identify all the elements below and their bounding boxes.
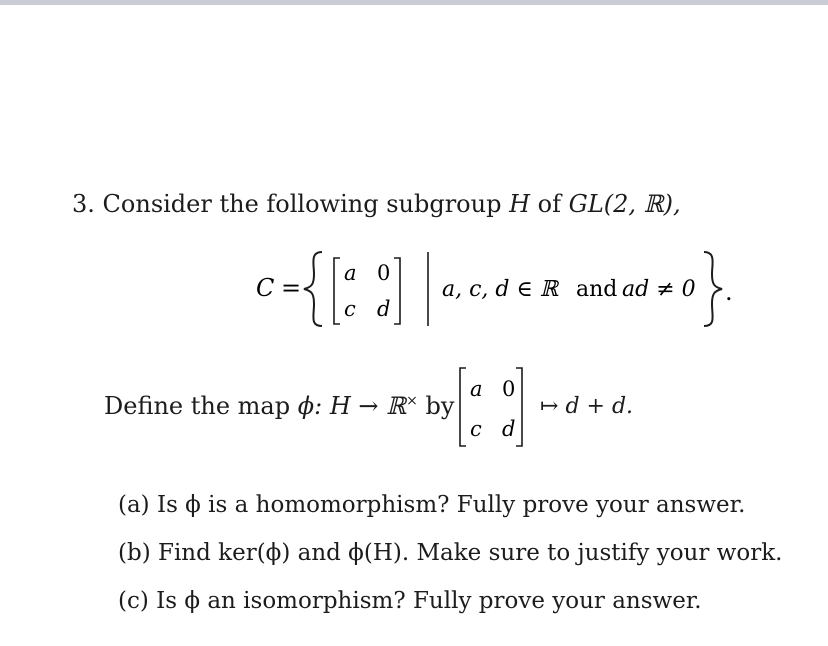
condition-relation: ad ≠ 0 [622,277,696,302]
set-definition [0,230,828,350]
map-matrix-entry-a: a [470,377,483,401]
map-superscript: × [406,393,418,409]
map-matrix-entry-d: d [502,417,516,441]
map-image: d + d. [565,394,634,419]
question-c [118,588,702,614]
group-expression: GL(2, ℝ), [568,190,681,218]
right-brace [704,252,722,326]
set-equals: = [281,274,302,302]
map-matrix-right-bracket [516,368,522,446]
question-text: Is ϕ an isomorphism? Fully prove your answer. [156,588,702,614]
matrix-entry-b: 0 [377,261,391,285]
matrix-entry-a: a [344,261,357,285]
problem-number: 3. [72,190,95,218]
question-b [118,540,782,566]
map-definition [104,392,454,420]
question-label: (b) [118,540,151,566]
top-edge-bar [0,0,828,5]
left-brace [304,252,322,326]
map-rule [540,394,633,419]
question-text: Is ϕ is a homomorphism? Fully prove your answer. [156,492,746,518]
maps-to-arrow: ↦ [540,394,559,419]
of-text: of [537,190,562,218]
condition-and: and [576,277,618,302]
set-lhs: C [256,274,275,302]
matrix-right-bracket [394,258,400,324]
matrix-left-bracket [334,258,340,324]
matrix-entry-c: c [344,297,356,321]
question-label: (a) [118,492,150,518]
map-prefix: Define the map [104,392,291,420]
map-matrix-left-bracket [460,368,466,446]
set-trailing-period: . [725,278,733,306]
map-by: by [425,392,455,420]
question-text: Find ker(ϕ) and ϕ(H). Make sure to justify your work. [157,540,783,566]
problem-intro: Consider the following subgroup [102,190,502,218]
map-matrix-entry-c: c [470,417,482,441]
question-label: (c) [118,588,149,614]
question-a [118,492,745,518]
condition-vars: a, c, d ∈ ℝ [442,277,559,302]
map-signature: ϕ: H → ℝ [297,392,407,420]
map-matrix-entry-b: 0 [502,377,516,401]
problem-statement [72,190,681,218]
subgroup-symbol: H [509,190,531,218]
matrix-entry-d: d [377,297,391,321]
